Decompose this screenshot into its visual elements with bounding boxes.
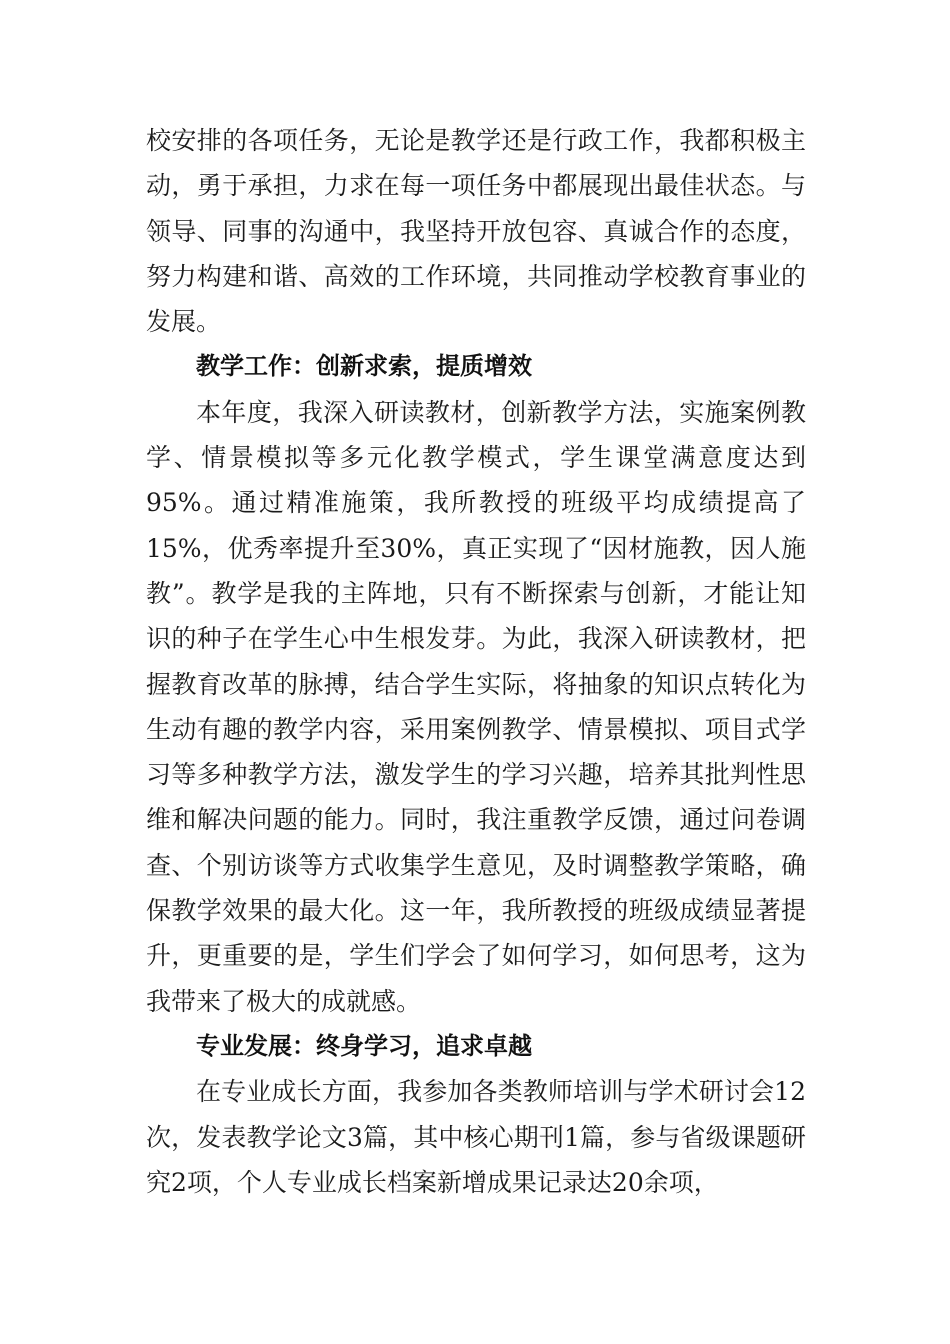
paragraph-teaching: 本年度，我深入研读教材，创新教学方法，实施案例教学、情景模拟等多元化教学模式，学生课堂满意度达到95%。通过精准施策，我所教授的班级平均成绩提高了15%，优秀率提升至30%，真正实现了“因材施教，因人施教”。教学是我的主阵地，只有不断探索与创新，才能让知识的种子在学生心中生根发芽。为此，我深入研读教材，把握教育改革的脉搏，结合学生实际，将抽象的知识点转化为生动有趣的教学内容，采用案例教学、情景模拟、项目式学习等多种教学方法，激发学生的学习兴趣，培养其批判性思维和解决问题的能力。同时，我注重教学反馈，通过问卷调查、个别访谈等方式收集学生意见，及时调整教学策略，确保教学效果的最大化。这一年，我所教授的班级成绩显著提升，更重要的是，学生们学会了如何学习，如何思考，这为我带来了极大的成就感。	[146, 397, 806, 1016]
section-heading-professional-development: 专业发展：终身学习，追求卓越	[196, 1031, 532, 1060]
document-body	[146, 118, 806, 1205]
paragraph-professional-development: 在专业成长方面，我参加各类教师培训与学术研讨会12次，发表教学论文3篇，其中核心期刊1篇，参与省级课题研究2项，个人专业成长档案新增成果记录达20余项，	[146, 1077, 806, 1197]
section-heading-teaching: 教学工作：创新求索，提质增效	[196, 352, 532, 381]
paragraph-work-attitude: 校安排的各项任务，无论是教学还是行政工作，我都积极主动，勇于承担，力求在每一项任务中都展现出最佳状态。与领导、同事的沟通中，我坚持开放包容、真诚合作的态度，努力构建和谐、高效的工作环境，共同推动学校教育事业的发展。	[146, 126, 806, 337]
